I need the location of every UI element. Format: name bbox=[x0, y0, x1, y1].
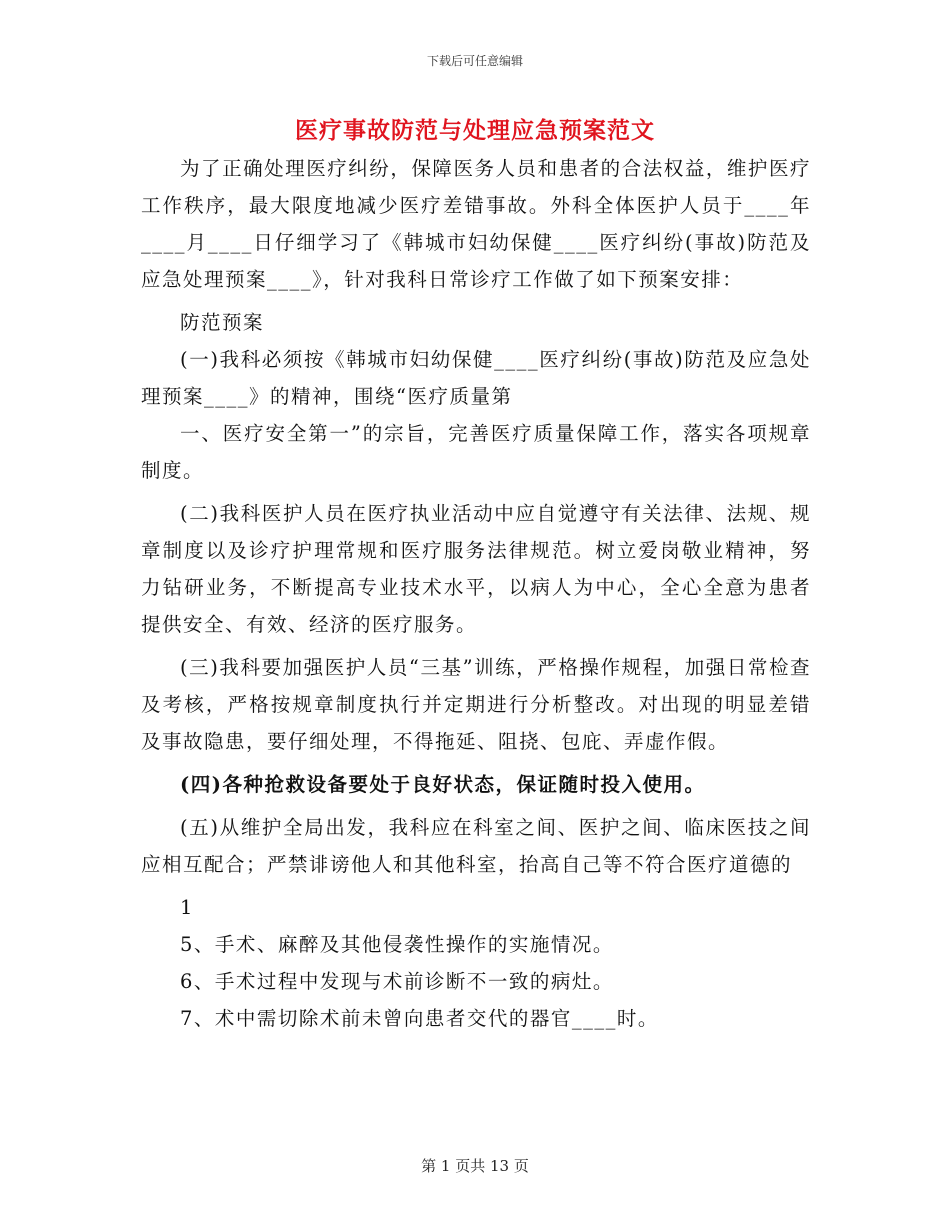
paragraph-item-5: (五)从维护全局出发，我科应在科室之间、医护之间、临床医技之间应相互配合；严禁诽谤他人和其他科室，抬高自己等不符合医疗道德的 bbox=[141, 816, 811, 876]
paragraph-item-1: (一)我科必须按《韩城市妇幼保健____医疗纠纷(事故)防范及应急处理预案____》的精神，围绕“医疗质量第 bbox=[141, 348, 811, 408]
list-item-6: 6、手术过程中发现与术前诊断不一致的病灶。 bbox=[180, 970, 614, 993]
paragraph-item-2: (二)我科医护人员在医疗执业活动中应自觉遵守有关法律、法规、规章制度以及诊疗护理常规和医疗服务法律规范。树立爱岗敬业精神，努力钻研业务，不断提高专业技术水平，以病人为中心，全心全意为患者提供安全、有效、经济的医疗服务。 bbox=[141, 502, 811, 636]
paragraph-item-3: (三)我科要加强医护人员“三基”训练，严格操作规程，加强日常检查及考核，严格按规章制度执行并定期进行分析整改。对出现的明显差错及事故隐患，要仔细处理，不得拖延、阻挠、包庇、弄虚作假。 bbox=[141, 656, 811, 753]
inline-page-number: 1 bbox=[180, 896, 194, 919]
document-body bbox=[141, 150, 811, 1037]
paragraph-item-1-continued: 一、医疗安全第一”的宗旨，完善医疗质量保障工作，落实各项规章制度。 bbox=[141, 422, 811, 482]
list-item-7: 7、术中需切除术前未曾向患者交代的器官____时。 bbox=[180, 1007, 659, 1030]
section-heading-prevention: 防范预案 bbox=[180, 311, 265, 334]
page-footer: 第 1 页共 13 页 bbox=[421, 1157, 529, 1175]
intro-paragraph: 为了正确处理医疗纠纷，保障医务人员和患者的合法权益，维护医疗工作秩序，最大限度地减少医疗差错事故。外科全体医护人员于____年____月____日仔细学习了《韩城市妇幼保健____医疗纠纷(事故)防范及应急处理预案____》，针对我科日常诊疗工作做了如下预案安排： bbox=[141, 157, 811, 291]
page-header-note: 下载后可任意编辑 bbox=[426, 54, 523, 68]
list-item-5: 5、手术、麻醉及其他侵袭性操作的实施情况。 bbox=[180, 933, 614, 956]
paragraph-item-4: (四)各种抢救设备要处于良好状态，保证随时投入使用。 bbox=[180, 773, 706, 796]
document-title: 医疗事故防范与处理应急预案范文 bbox=[295, 117, 655, 144]
